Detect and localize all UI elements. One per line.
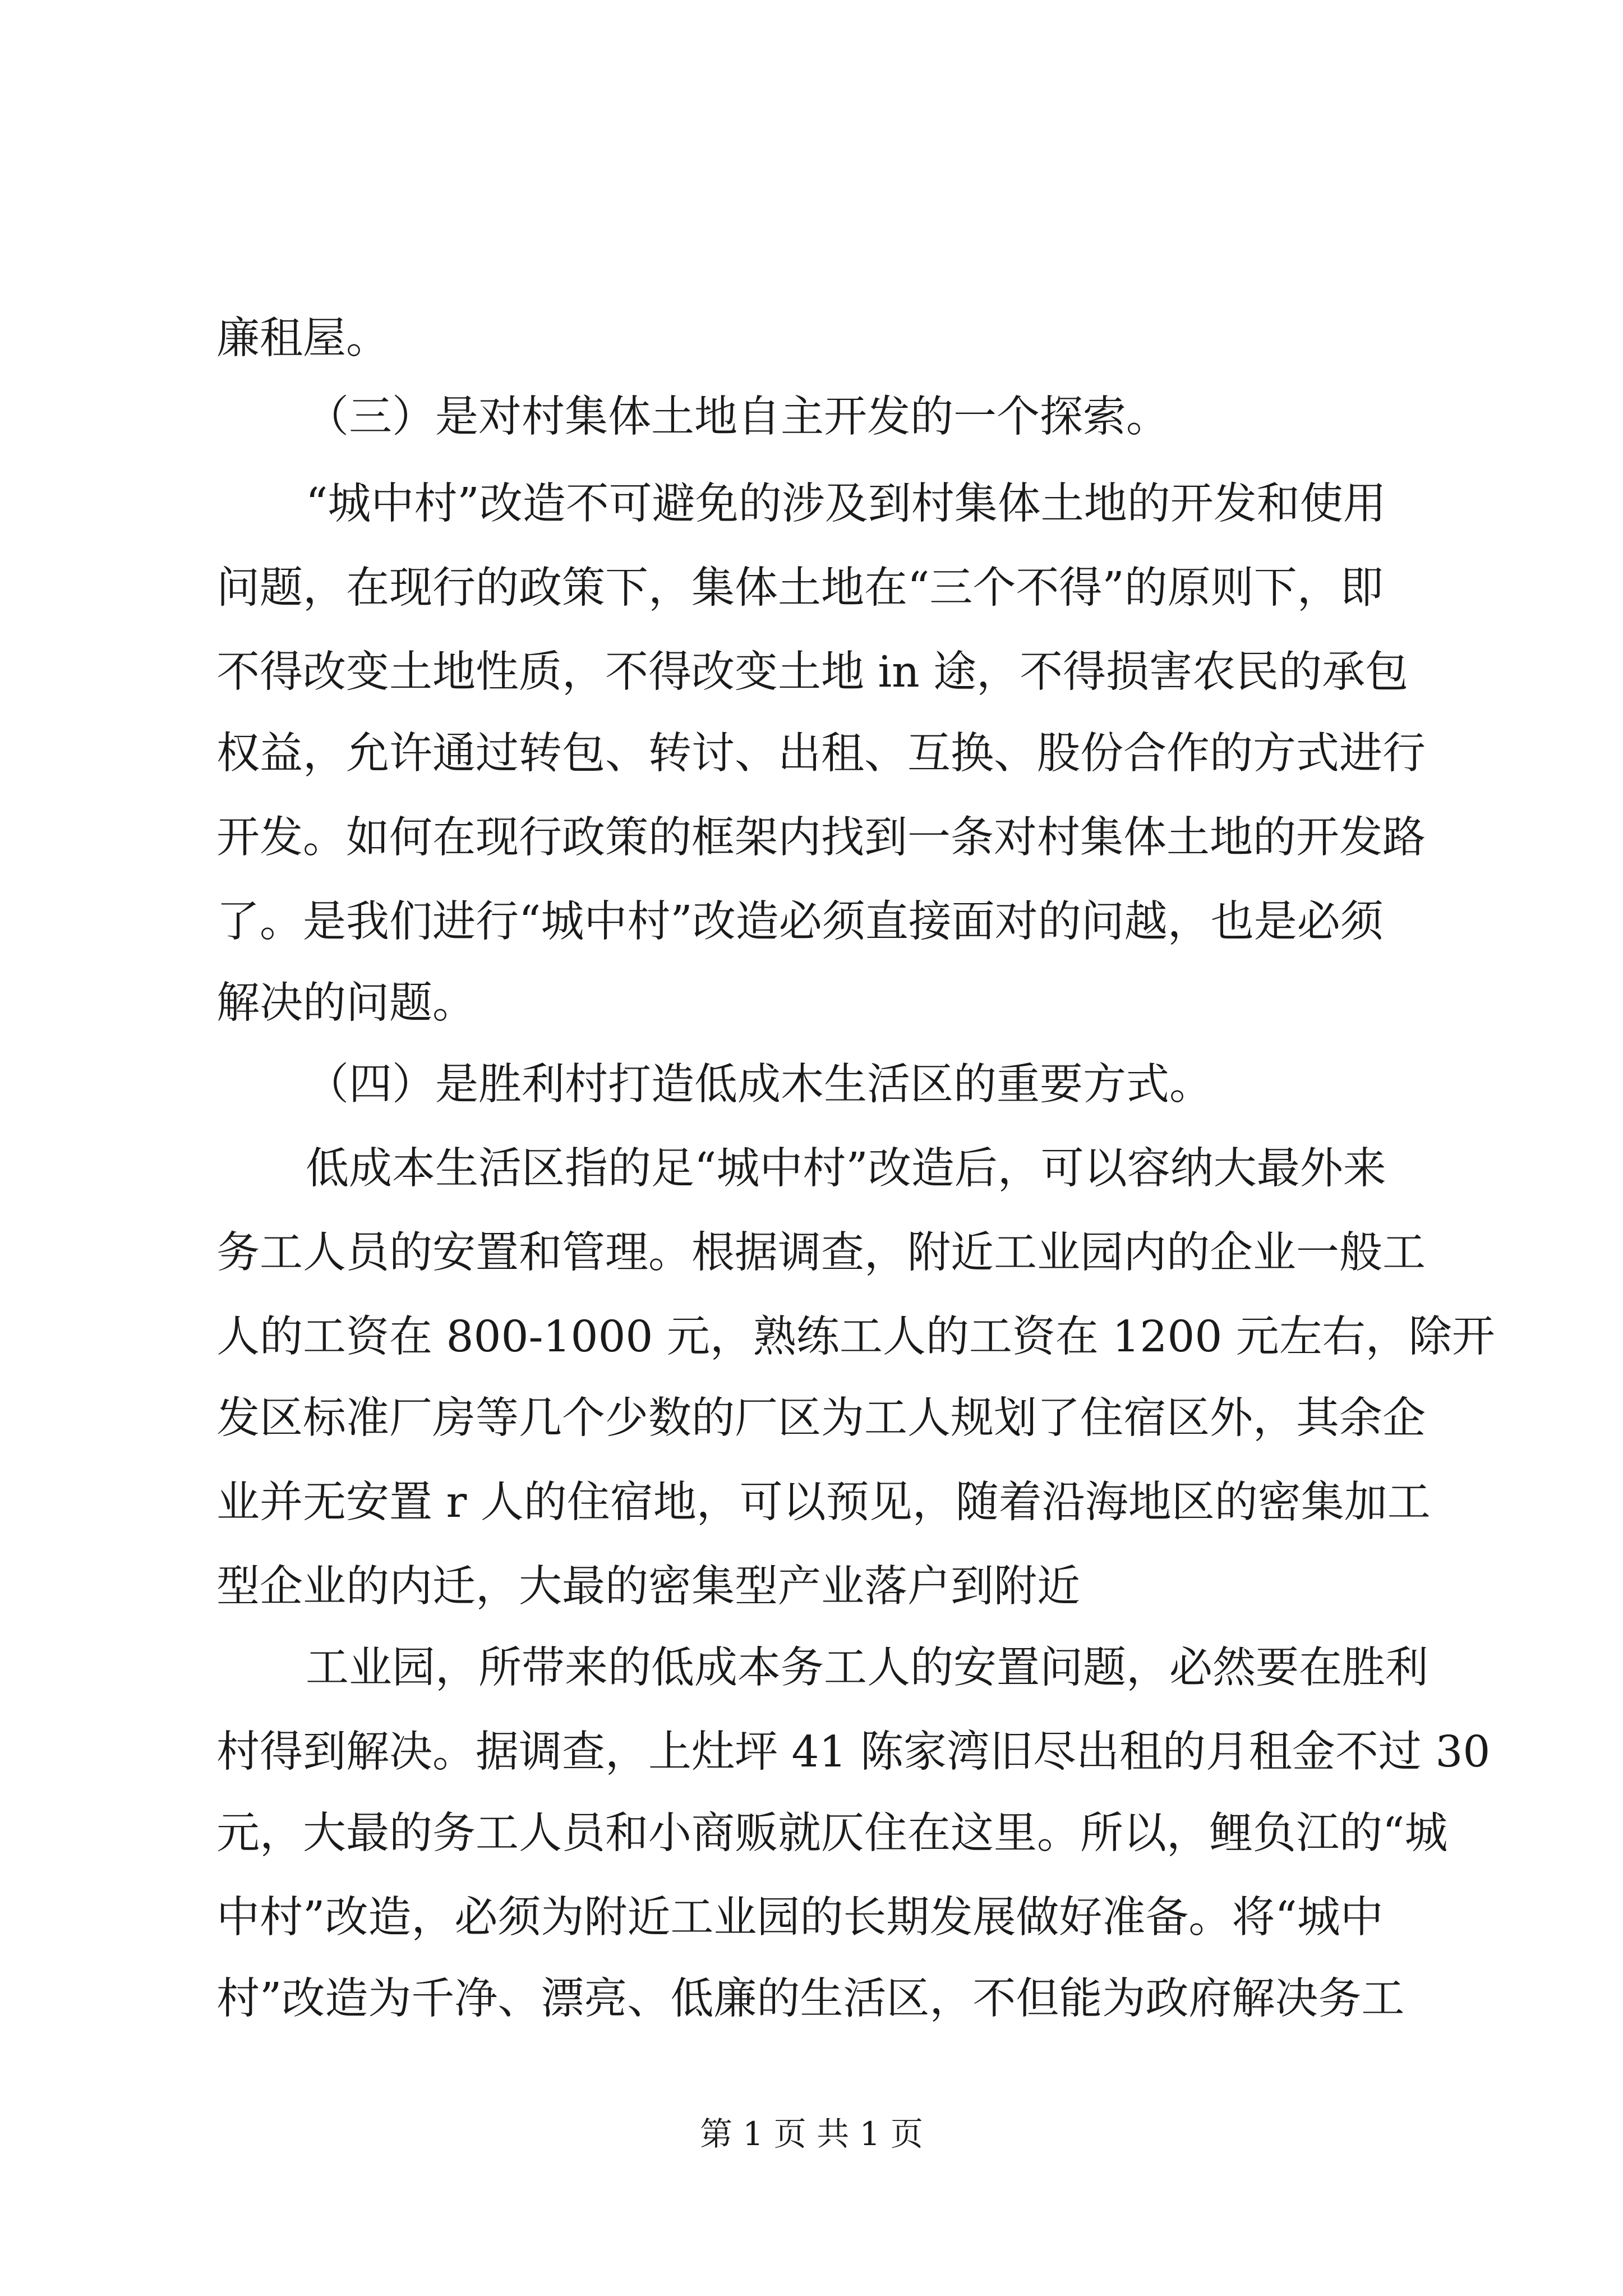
text-line: 工业园，所带来的低成本务工人的安置问题，必然要在胜利 — [306, 1643, 1428, 1693]
text-line: 中村”改造，必须为附近工业园的长期发展做好准备。将“城中 — [216, 1893, 1384, 1943]
text-line: 发区标准厂房等几个少数的厂区为工人规划了住宿区外，其余企 — [216, 1393, 1426, 1443]
text-line: 元，大最的务工人员和小商贩就仄住在这里。所以，鲤负江的“城 — [216, 1809, 1448, 1858]
text-line: 村”改造为千净、漂亮、低廉的生活区，不但能为政府解决务工 — [216, 1974, 1405, 2024]
text-line: 开发。如何在现行政策的框架内找到一条对村集体土地的开发路 — [216, 813, 1426, 863]
text-line: “城中村”改造不可避免的涉及到村集体土地的开发和使用 — [306, 479, 1386, 529]
text-line: 业并无安置 r 人的住宿地，可以预见，随着沿海地区的密集加工 — [216, 1478, 1431, 1527]
text-line: 务工人员的安置和管理。根据调查，附近工业园内的企业一般工 — [216, 1228, 1426, 1278]
section-heading: （四）是胜利村打造低成木生活区的重要方式。 — [306, 1060, 1212, 1110]
text-line: 人的工资在 800-1000 元，熟练工人的工资在 1200 元左右，除开 — [216, 1312, 1495, 1362]
text-line: 型企业的内迁，大最的密集型产业落户到附近 — [216, 1562, 1080, 1612]
text-line: 解决的问题。 — [216, 978, 476, 1028]
text-line: 廉租屋。 — [216, 314, 389, 364]
section-heading: （三）是对村集体土地自主开发的一个探索。 — [306, 392, 1169, 442]
page-footer: 第 1 页 共 1 页 — [700, 2115, 923, 2153]
text-line: 村得到解决。据调查，上灶坪 41 陈家湾旧尽出租的月租金不过 30 — [216, 1727, 1491, 1777]
text-line: 了。是我们进行“城中村”改造必须直接面对的问越，也是必须 — [216, 897, 1384, 947]
text-line: 问题，在现行的政策下，集体土地在“三个不得”的原则下，即 — [216, 563, 1384, 613]
text-line: 不得改变土地性质，不得改变土地 in 途，不得损害农民的承包 — [216, 647, 1409, 697]
text-line: 低成本生活区指的足“城中村”改造后，可以容纳大最外来 — [306, 1144, 1386, 1194]
text-line: 权益，允许通过转包、转讨、出租、互换、股份合作的方式进行 — [216, 729, 1426, 779]
